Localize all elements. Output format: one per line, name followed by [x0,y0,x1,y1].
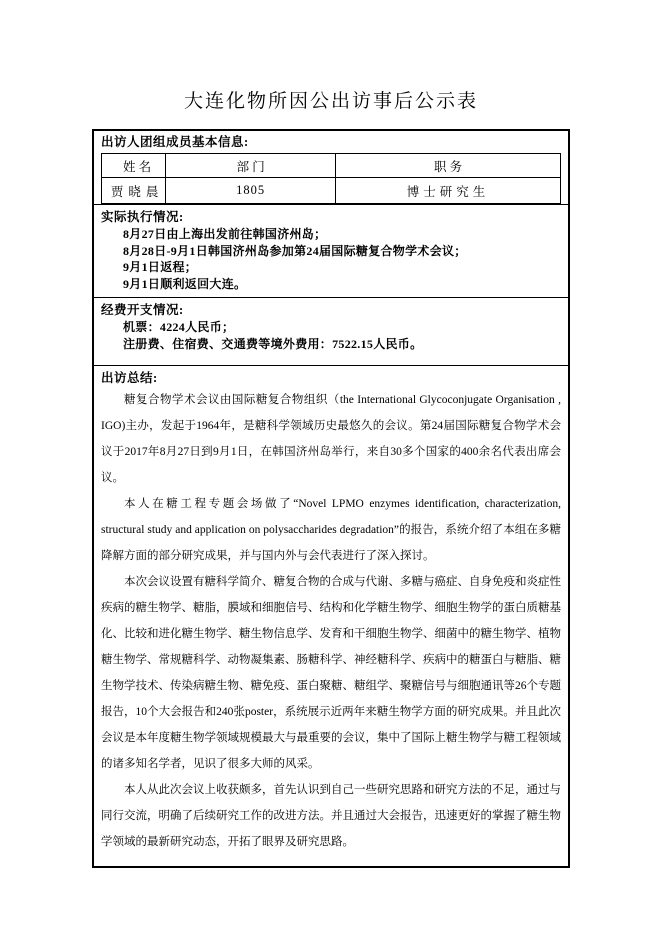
expenses-label: 经费开支情况: [101,303,184,317]
member-table [101,153,561,204]
member-table-header-department: 部 门 [166,154,336,178]
execution-line: 8月28日-9月1日韩国济州岛参加第24届国际糖复合物学术会议； [123,243,467,258]
basic-info-label: 出访人团组成员基本信息: [101,135,249,149]
execution-label: 实际执行情况: [101,210,184,224]
member-department: 1805 [166,178,336,204]
execution-line: 9月1日顺利返回大连。 [123,276,247,291]
summary-section [94,366,568,866]
summary-paragraph: 本人从此次会议上收获颇多，首先认识到自己一些研究思路和研究方法的不足，通过与同行交流，明确了后续研究工作的改进方法。并且通过大会报告，迅速更好的掌握了糖生物学领域的最新研究动态，开拓了眼界及研究思路。 [101,784,561,848]
summary-paragraph: 本次会议设置有糖科学简介、糖复合物的合成与代谢、多糖与癌症、自身免疫和炎症性疾病的糖生物学、糖脂，膜域和细胞信号、结构和化学糖生物学、细胞生物学的蛋白质糖基化、比较和进化糖生物学、糖生物信息学、发育和干细胞生物学、细菌中的糖生物学、植物糖生物学、常规糖科学、动物凝集素、肠糖科学、神经糖科学、疾病中的糖蛋白与糖脂、糖生物学技术、传染病糖生物、糖免疫、蛋白聚糖、糖组学、聚糖信号与细胞通讯等26个专题报告，10个大会报告和240张poster，系统展示近两年来糖生物学方面的研究成果。并且此次会议是本年度糖生物学领域规模最大与最重要的会议，集中了国际上糖生物学与糖工程领域的诸多知名学者，见识了很多大师的风采。 [101,576,561,770]
document-title: 大连化物所因公出访事后公示表 [183,91,478,112]
expenses-line: 机票：4224人民币； [123,320,235,334]
member-table-header-row [102,154,561,178]
member-table-header-name: 姓 名 [102,154,166,178]
summary-paragraph: 糖复合物学术会议由国际糖复合物组织（the International Glycoconjugate Organisation , IGO)主办，发起于1964年，是糖科学领域历史最悠久的会议。第24届国际糖复合物学术会议于2017年8月27日到9月1日，在韩国济州岛举行，来自30多个国家的400余名代表出席会议。 [101,394,561,484]
execution-line: 8月27日由上海出发前往韩国济州岛； [123,227,327,241]
summary-label: 出访总结: [101,371,158,385]
basic-info-section [94,131,568,205]
member-table-header-position: 职 务 [336,154,561,178]
expenses-line: 注册费、住宿费、交通费等境外费用：7522.15人民币。 [123,336,423,351]
member-position: 博士研究生 [336,178,561,204]
member-name: 贾晓晨 [102,178,166,204]
form-table [92,129,570,868]
execution-section [94,205,568,298]
summary-paragraph: 本人在糖工程专题会场做了“Novel LPMO enzymes identification, characterization, structural study and application on polysaccharides degradation”的报告，系统介绍了本组在多糖降解方面的部分研究成果，并与国内外与会代表进行了深入探讨。 [101,498,561,562]
execution-line: 9月1日返程； [123,260,198,274]
member-table-row [102,178,561,204]
expenses-section [94,298,568,366]
